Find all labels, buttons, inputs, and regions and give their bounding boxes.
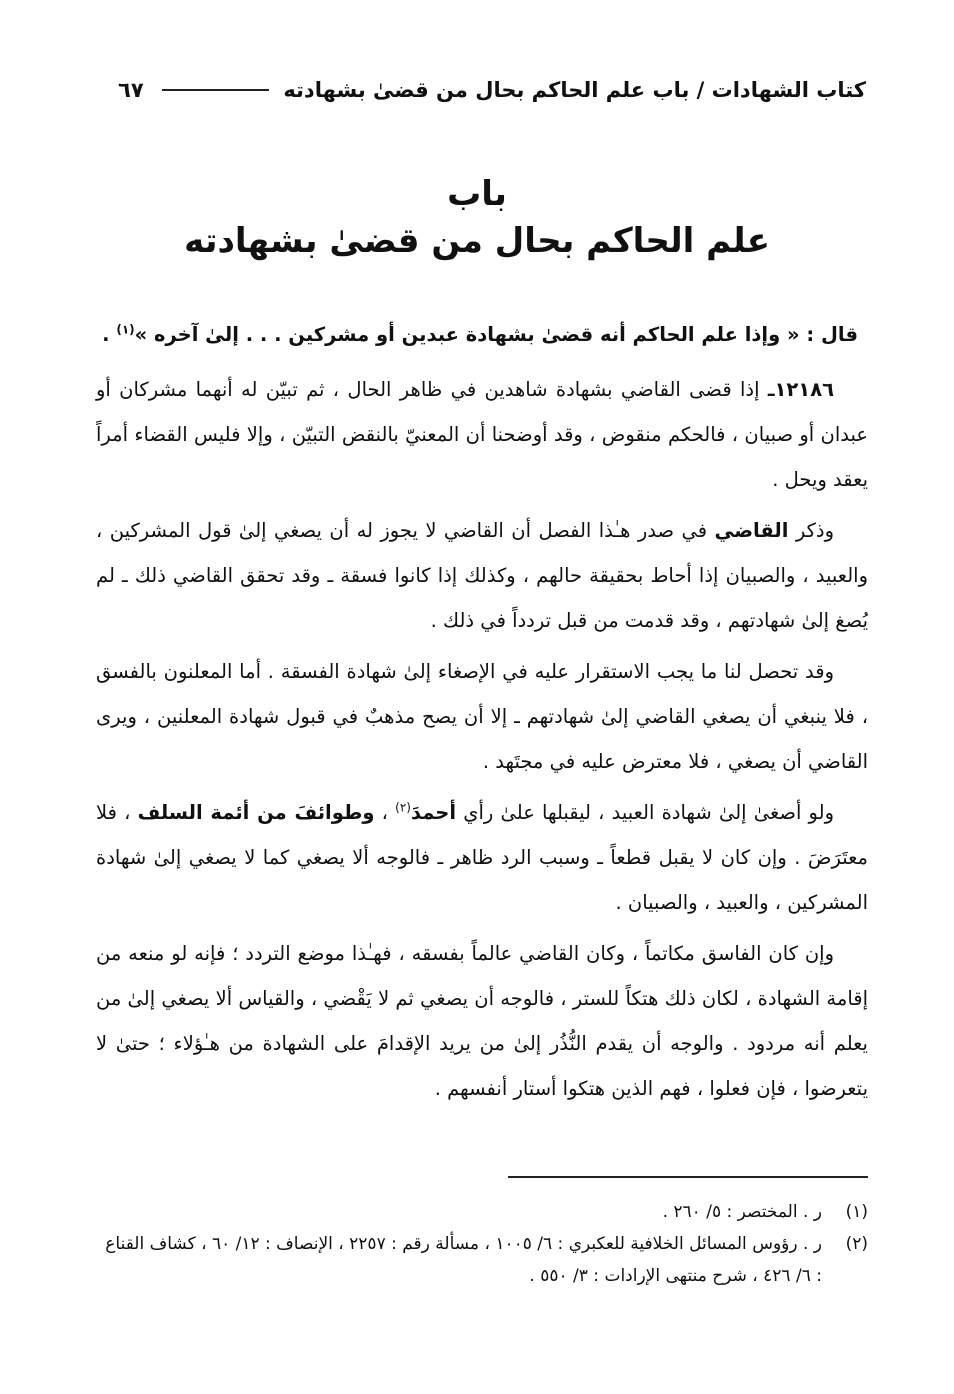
- issue-text: إذا قضى القاضي بشهادة شاهدين في ظاهر الحال ، ثم تبيّن له أنهما مشركان أو عبدان أو صبيان ، فالحكم منقوض ، وقد أوضحنا أن المعنيّ بالنقض التبيّن ، وإلا فليس القضاء أمراً يعقد ويحل .: [96, 378, 868, 491]
- main-text: [96, 312, 868, 1117]
- chapter-heading: [0, 172, 954, 266]
- paragraph-2: [96, 508, 868, 643]
- page-number: ٦٧: [118, 78, 144, 102]
- quoted-text: قال : « وإذا علم الحاكم أنه قضىٰ بشهادة عبدين أو مشركين . . . إلىٰ آخره »: [134, 323, 858, 346]
- footnote-mark: (٢): [845, 1234, 868, 1254]
- paragraph-4-part-c: ، فلا معتَرَضَ . وإن كان لا يقبل قطعاً ـ وسبب الرد ظاهر ـ فالوجه ألا يصغي كما لا يصغي إلىٰ شهادة المشركين ، والعبيد ، والصبيان .: [96, 801, 868, 914]
- quoted-text-paragraph: [96, 312, 868, 357]
- footnote-1: [96, 1196, 868, 1228]
- footnote-text: ر . رؤوس المسائل الخلافية للعكبري : ٦/ ١٠٠٥ ، مسألة رقم : ٢٢٥٧ ، الإنصاف : ١٢/ ٦٠ ، كشاف القناع : ٦/ ٤٢٦ ، شرح منتهى الإرادات : ٣/ ٥٥٠ .: [105, 1234, 822, 1286]
- footnote-mark: (١): [845, 1202, 868, 1222]
- paragraph-2-part-a: وذكر: [788, 519, 834, 542]
- chapter-word: باب: [447, 174, 507, 214]
- paragraph-4-bold-ahmad: أحمدَ: [410, 801, 457, 824]
- header-rule: [162, 89, 270, 91]
- footnote-separator: [508, 1176, 868, 1178]
- footnote-ref-2: (٢): [395, 800, 411, 815]
- paragraph-3: وقد تحصل لنا ما يجب الاستقرار عليه في الإصغاء إلىٰ شهادة الفسقة . أما المعلنون بالفسق ، فلا ينبغي أن يصغي القاضي إلىٰ شهادتهم ـ إلا أن يصح مذهبٌ في قبول شهادة المعلنين ، ويرى القاضي أن يصغي ، فلا معترض عليه في مجتَهد .: [96, 660, 868, 773]
- page-header: [118, 70, 866, 110]
- issue-number: ١٢١٨٦ـ: [767, 378, 834, 401]
- issue-paragraph: [96, 367, 868, 502]
- running-title: كتاب الشهادات / باب علم الحاكم بحال من قضىٰ بشهادته: [283, 78, 866, 102]
- footnotes: [96, 1196, 868, 1292]
- paragraph-4-part-b: ،: [374, 801, 396, 824]
- quoted-text-end: .: [102, 323, 117, 346]
- footnote-text: ر . المختصر : ٥/ ٢٦٠ .: [662, 1202, 822, 1222]
- footnote-2: [96, 1228, 868, 1292]
- paragraph-4-part-a: ولو أصغىٰ إلىٰ شهادة العبيد ، ليقبلها علىٰ رأي: [456, 801, 834, 824]
- paragraph-5: وإن كان الفاسق مكاتماً ، وكان القاضي عالماً بفسقه ، فهـٰذا موضع التردد ؛ فإنه لو منعه من إقامة الشهادة ، لكان ذلك هتكاً للستر ، فالوجه أن يصغي ثم لا يَقْضي ، والقياس ألا يصغي إلىٰ من يعلم أنه مردود . والوجه أن يقدم النُّذُر إلىٰ من يريد الإقدامَ على الشهادة من هـٰؤلاء ؛ حتىٰ لا يتعرضوا ، فإن فعلوا ، فهم الذين هتكوا أستار أنفسهم .: [96, 942, 868, 1100]
- paragraph-4: [96, 790, 868, 925]
- paragraph-2-bold: القاضي: [714, 519, 789, 542]
- paragraph-4-bold-salaf: وطوائفَ من أئمة السلف: [137, 801, 375, 824]
- footnote-ref-1: (١): [116, 322, 135, 337]
- paragraph-2-part-b: في صدر هـٰذا الفصل أن القاضي لا يجوز له أن يصغي إلىٰ قول المشركين ، والعبيد ، والصبيان إذا أحاط بحقيقة حالهم ، وكذلك إذا كانوا فسقة ـ وقد تحقق القاضي ذلك ـ لم يُصغ إلىٰ شهادتهم ، وقد قدمت من قبل تردداً في ذلك .: [96, 519, 868, 632]
- chapter-title: علم الحاكم بحال من قضىٰ بشهادته: [184, 221, 770, 261]
